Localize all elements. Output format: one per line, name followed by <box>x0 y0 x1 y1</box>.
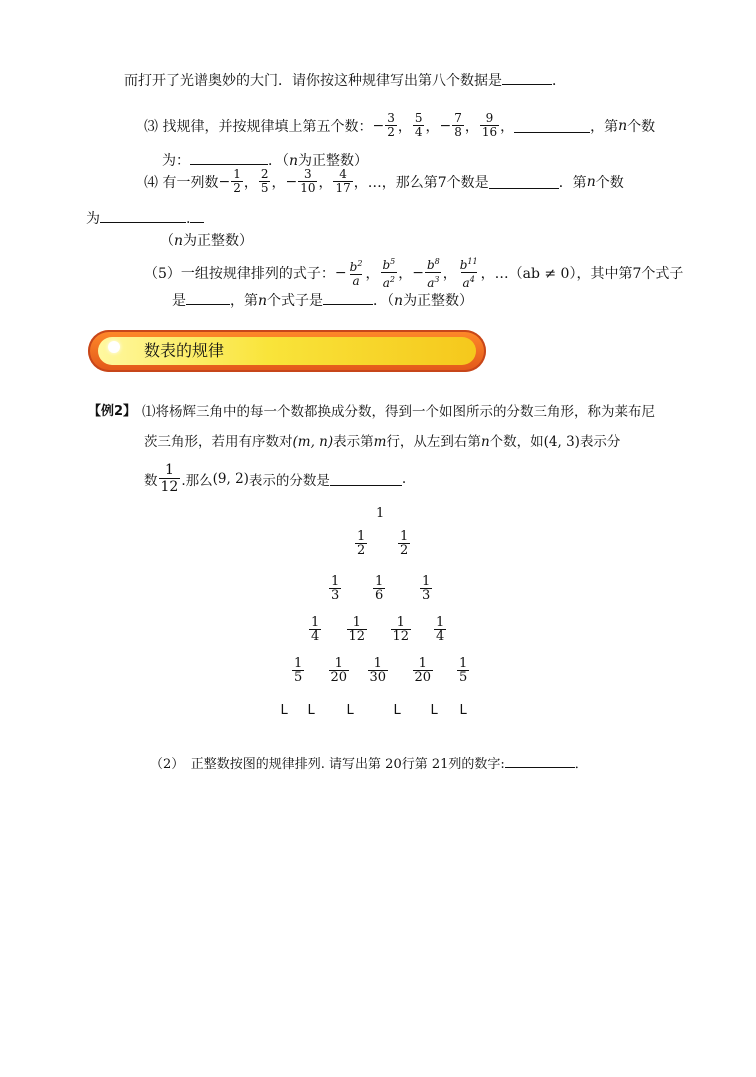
sequence-term: $\frac{5}{4}$ <box>414 111 423 139</box>
question-4-line1: ⑷ 有一列数 − $\frac{1}{2}$ ， $\frac{2}{5}$ ， − $\frac{3}{10}$ ， $\frac{4}{17}$ ，…，那么第7个数是 ．第 n 个数 <box>144 167 624 195</box>
section-banner <box>88 330 486 372</box>
q3-sequence: − $\frac{3}{2}$ ， $\frac{5}{4}$ ， − $\frac{7}{8}$ ， $\frac{9}{16}$ <box>372 111 498 139</box>
sequence-term: $\frac{b^{11}}{a^4}$ <box>459 257 478 290</box>
question-4-line2: 为 . <box>86 208 204 228</box>
minus-sign: − <box>372 117 385 134</box>
triangle-cell: $\frac{1}{2}$ <box>400 529 409 558</box>
triangle-cell: $\frac{1}{6}$ <box>375 574 384 603</box>
triangle-continuation: L <box>280 703 288 718</box>
q5-nth-blank[interactable] <box>323 290 373 305</box>
triangle-continuation: L <box>393 703 401 718</box>
sequence-term: $\frac{3}{10}$ <box>300 167 316 195</box>
triangle-continuation: L <box>459 703 467 718</box>
sequence-term: $\frac{b^2}{a}$ <box>349 259 363 288</box>
example2-line2: 茨三角形，若用有序数对(m, n)表示第m行，从左到右第n个数，如(4, 3)表示分 <box>144 434 621 450</box>
minus-sign: − <box>439 117 452 134</box>
example2-line3: 数 $\frac{1}{12}$ .那么 (9, 2) 表示的分数是 . <box>144 462 407 495</box>
triangle-cell: $\frac{1}{12}$ <box>348 615 366 644</box>
triangle-continuation: L <box>307 703 315 718</box>
triangle-cell: 1 <box>376 506 385 521</box>
triangle-cell: $\frac{1}{4}$ <box>311 615 320 644</box>
triangle-cell: $\frac{1}{3}$ <box>331 574 340 603</box>
triangle-cell: $\frac{1}{30}$ <box>369 656 387 685</box>
q4-sequence: − $\frac{1}{2}$ ， $\frac{2}{5}$ ， − $\frac{3}{10}$ ， $\frac{4}{17}$ <box>218 167 351 195</box>
q3-nth-blank[interactable] <box>190 150 268 165</box>
triangle-cell: $\frac{1}{5}$ <box>294 656 303 685</box>
sequence-term: $\frac{9}{16}$ <box>481 111 498 139</box>
sequence-term: $\frac{7}{8}$ <box>454 111 462 139</box>
question-3-line1: ⑶ 找规律，并按规律填上第五个数： − $\frac{3}{2}$ ， $\frac{5}{4}$ ， − $\frac{7}{8}$ ， $\frac{9}{16}$ ， ，第 n 个数 <box>144 111 656 139</box>
example2-part2: （2） 正整数按图的规律排列. 请写出第 20行第 21列的数字: ． <box>150 753 588 772</box>
triangle-cell: $\frac{1}{5}$ <box>459 656 468 685</box>
triangle-cell: $\frac{1}{20}$ <box>414 656 432 685</box>
triangle-cell: $\frac{1}{12}$ <box>392 615 410 644</box>
triangle-cell: $\frac{1}{3}$ <box>422 574 431 603</box>
minus-sign: − <box>334 264 347 281</box>
sequence-term: $\frac{b^5}{a^2}$ <box>382 257 396 290</box>
q4-nth-blank[interactable] <box>100 208 186 223</box>
triangle-continuation: L <box>346 703 354 718</box>
minus-sign: − <box>218 173 231 190</box>
section-title: 数表的规律 <box>144 341 225 360</box>
triangle-cell: $\frac{1}{4}$ <box>436 615 445 644</box>
triangle-continuation: L <box>430 703 438 718</box>
sequence-term: $\frac{4}{17}$ <box>335 167 351 195</box>
banner-bullet-icon <box>108 341 120 353</box>
sequence-term: $\frac{b^8}{a^3}$ <box>426 257 440 290</box>
example-fraction: $\frac{1}{12}$ <box>160 462 179 495</box>
triangle-cell: $\frac{1}{2}$ <box>357 529 366 558</box>
q3-fifth-blank[interactable] <box>514 118 590 133</box>
question-5-line1: （5）一组按规律排列的式子： − $\frac{b^2}{a}$ ， $\frac{b^5}{a^2}$ ， − $\frac{b^8}{a^3}$ ， $\frac{b^{11}}{a^4}$ ，…（ab ≠ 0），其中第7个式子 <box>144 257 684 290</box>
intro-line: 而打开了光谱奥妙的大门．请你按这种规律写出第八个数据是 ． <box>124 70 566 90</box>
triangle-cell: $\frac{1}{20}$ <box>330 656 348 685</box>
q4-seventh-blank[interactable] <box>489 174 559 189</box>
question-5-line2: 是 ，第n个式子是 ．（n为正整数） <box>172 290 473 310</box>
answer-blank[interactable] <box>502 70 552 85</box>
question-3-line2: 为： ．（n为正整数） <box>162 150 368 170</box>
minus-sign: − <box>412 264 424 281</box>
question-4-line3: （n为正整数） <box>160 233 254 249</box>
q5-sequence: − $\frac{b^2}{a}$ ， $\frac{b^5}{a^2}$ ， − $\frac{b^8}{a^3}$ ， $\frac{b^{11}}{a^4}$ <box>334 257 478 290</box>
example2-line1: ⑴将杨辉三角中的每一个数都换成分数，得到一个如图所示的分数三角形，称为莱布尼 <box>142 404 655 420</box>
part2-answer-blank[interactable] <box>505 753 575 768</box>
q5-seventh-blank[interactable] <box>186 290 230 305</box>
example2-answer-blank[interactable] <box>330 471 402 486</box>
sequence-term: $\frac{3}{2}$ <box>387 111 395 139</box>
sequence-term: $\frac{1}{2}$ <box>233 167 241 195</box>
sequence-term: $\frac{2}{5}$ <box>260 167 269 195</box>
minus-sign: − <box>285 173 298 190</box>
example-tag: 【例2】 <box>88 404 137 419</box>
